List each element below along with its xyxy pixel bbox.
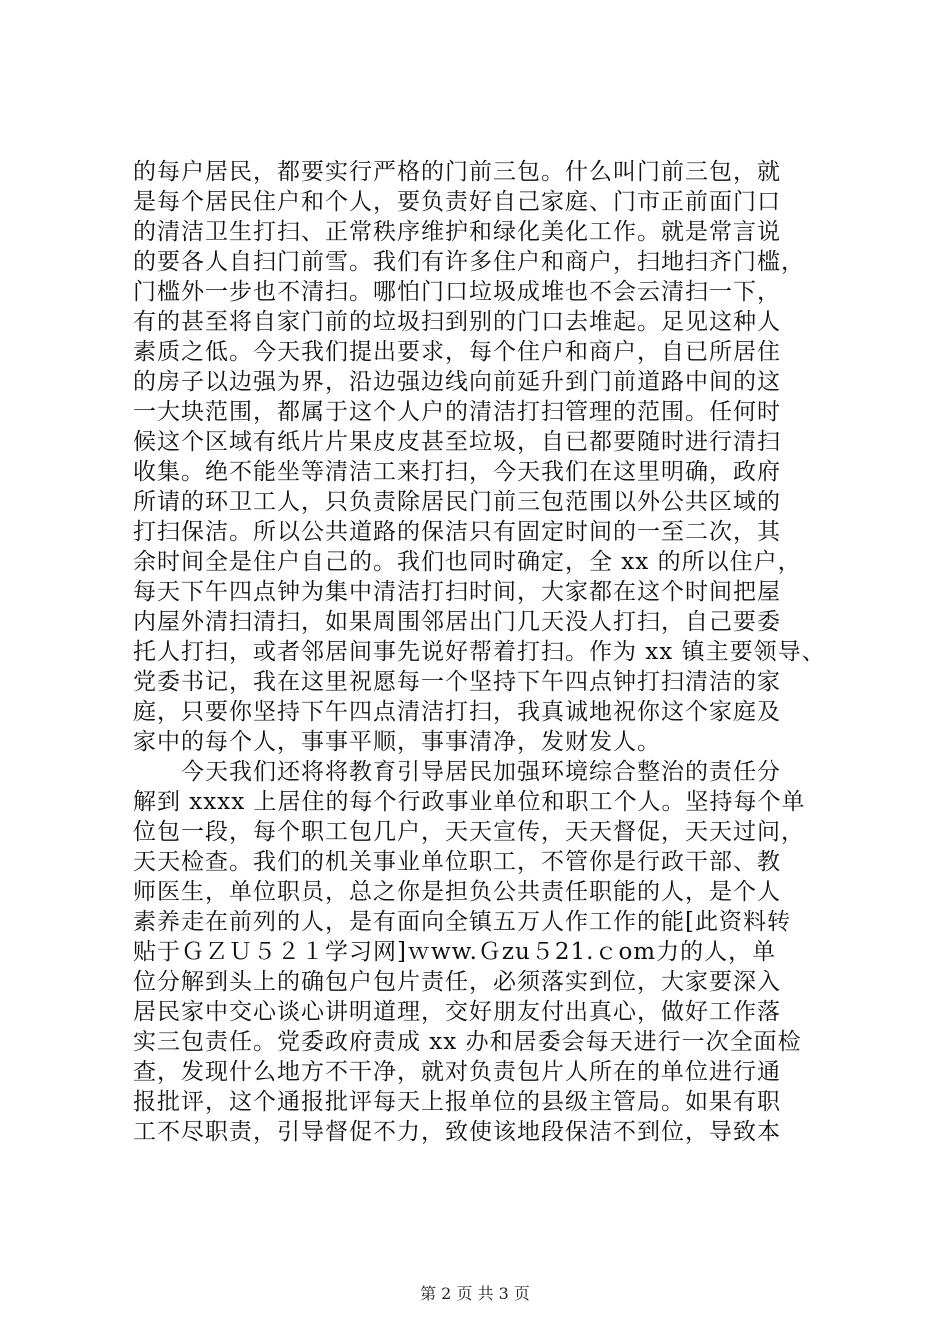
text-line: 报批评，这个通报批评每天上报单位的县级主管局。如果有职 xyxy=(133,1089,781,1115)
page-footer: 第 2 页 共 3 页 xyxy=(420,1284,530,1303)
text-line: 托人打扫，或者邻居间事先说好帮着打扫。作为 xx 镇主要领导、 xyxy=(133,639,826,665)
text-line: 居民家中交心谈心讲明道理，交好朋友付出真心，做好工作落 xyxy=(133,999,781,1025)
text-line: 位分解到头上的确包户包片责任，必须落实到位，大家要深入 xyxy=(133,969,781,995)
text-line: 收集。绝不能坐等清洁工来打扫，今天我们在这里明确，政府 xyxy=(133,459,781,485)
text-line: 位包一段，每个职工包几户，天天宣传，天天督促，天天过问， xyxy=(133,819,805,845)
text-line: 党委书记，我在这里祝愿每一个坚持下午四点钟打扫清洁的家 xyxy=(133,669,781,695)
text-line: 一大块范围，都属于这个人户的清洁打扫管理的范围。任何时 xyxy=(133,399,781,425)
text-line: 每天下午四点钟为集中清洁打扫时间，大家都在这个时间把屋 xyxy=(133,579,781,605)
text-line: 今天我们还将将教育引导居民加强环境综合整治的责任分 xyxy=(133,759,781,785)
text-line: 查，发现什么地方不干净，就对负责包片人所在的单位进行通 xyxy=(133,1059,781,1085)
text-line: 家中的每个人，事事平顺，事事清净，发财发人。 xyxy=(133,729,661,755)
text-line: 素养走在前列的人，是有面向全镇五万人作工作的能[此资料转 xyxy=(133,909,791,935)
text-line: 师医生，单位职员，总之你是担负公共责任职能的人，是个人 xyxy=(133,879,781,905)
text-line: 实三包责任。党委政府责成 xx 办和居委会每天进行一次全面检 xyxy=(133,1029,802,1055)
text-line: 有的甚至将自家门前的垃圾扫到别的门口去堆起。足见这种人 xyxy=(133,309,781,335)
body-text xyxy=(133,157,833,1147)
text-line: 余时间全是住户自己的。我们也同时确定，全 xx 的所以住户， xyxy=(133,549,802,575)
text-line: 是每个居民住户和个人，要负责好自己家庭、门市正前面门口 xyxy=(133,189,781,215)
text-line: 素质之低。今天我们提出要求，每个住户和商户，自已所居住 xyxy=(133,339,781,365)
text-line: 的房子以边强为界，沿边强边线向前延升到门前道路中间的这 xyxy=(133,369,781,395)
text-line: 候这个区域有纸片片果皮皮甚至垃圾，自已都要随时进行清扫 xyxy=(133,429,781,455)
text-line: 解到 xxxx 上居住的每个行政事业单位和职工个人。坚持每个单 xyxy=(133,789,806,815)
text-line: 的每户居民，都要实行严格的门前三包。什么叫门前三包，就 xyxy=(133,159,781,185)
text-line: 的清洁卫生打扫、正常秩序维护和绿化美化工作。就是常言说 xyxy=(133,219,781,245)
text-line: 内屋外清扫清扫，如果周围邻居出门几天没人打扫，自己要委 xyxy=(133,609,781,635)
text-line: 门槛外一步也不清扫。哪怕门口垃圾成堆也不会云清扫一下， xyxy=(133,279,781,305)
text-line: 所请的环卫工人，只负责除居民门前三包范围以外公共区域的 xyxy=(133,489,781,515)
text-line: 庭，只要你坚持下午四点清洁打扫，我真诚地祝你这个家庭及 xyxy=(133,699,781,725)
text-line: 贴于ＧＺＵ５２１学习网]ｗww.Ｇzu５21.ｃom力的人，单 xyxy=(133,939,777,965)
text-line: 天天检查。我们的机关事业单位职工，不管你是行政干部、教 xyxy=(133,849,781,875)
text-line: 打扫保洁。所以公共道路的保洁只有固定时间的一至二次，其 xyxy=(133,519,781,545)
text-line: 的要各人自扫门前雪。我们有许多住户和商户，扫地扫齐门槛， xyxy=(133,249,805,275)
text-line: 工不尽职责，引导督促不力，致使该地段保洁不到位，导致本 xyxy=(133,1119,781,1145)
